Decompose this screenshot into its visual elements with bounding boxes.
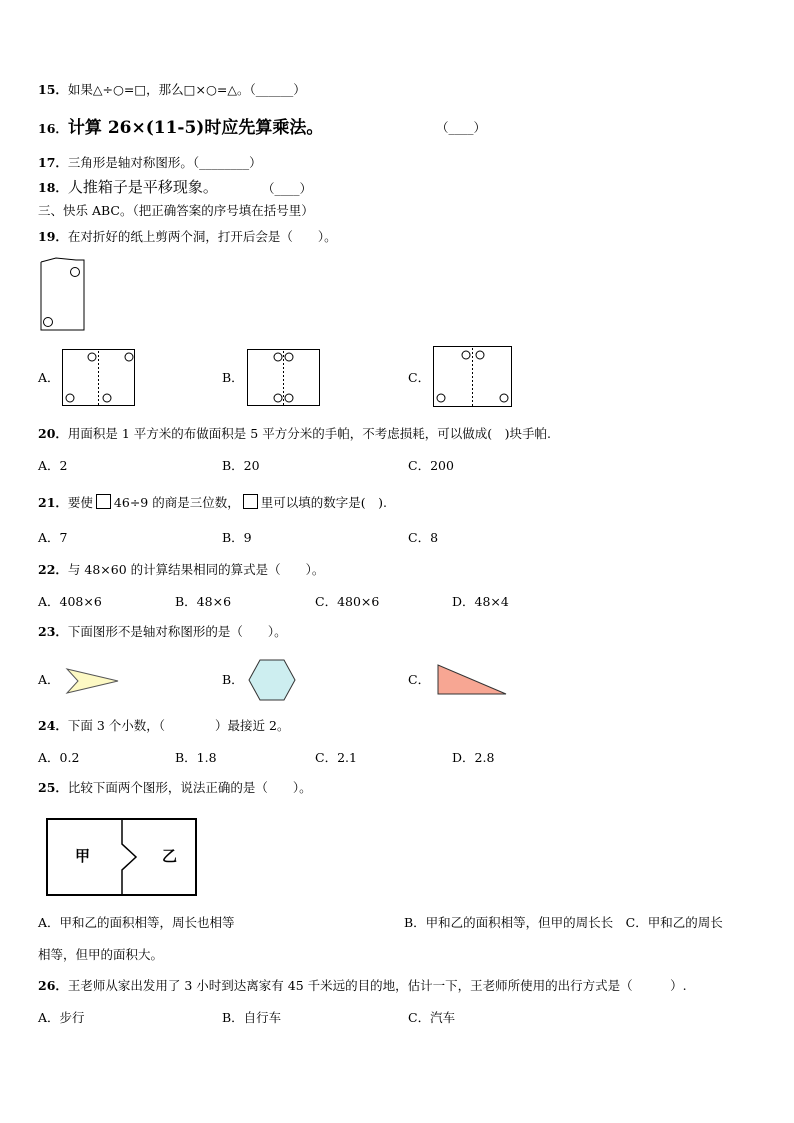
section-heading: 三、快乐 ABC。（把正确答案的序号填在括号里） [38,203,314,218]
option-a[interactable]: A． [38,672,60,687]
question-number: 22． [38,562,68,577]
option-c[interactable]: C．480×6 [315,594,380,609]
question-15 [38,82,306,98]
question-number: 24． [38,718,68,733]
question-23 [38,624,287,640]
option-a[interactable]: A．7 [38,530,68,545]
question-16 [38,118,323,138]
question-26 [38,978,687,994]
right-triangle-figure [437,664,509,696]
question-text: 王老师从家出发用了 3 小时到达离家有 45 千米远的目的地，估计一下，王老师所使用的出行方式是（ ）. [67,978,687,993]
option-c-figure [433,346,513,408]
question-18 [38,179,218,196]
option-c[interactable]: C．8 [408,530,439,545]
question-text-post: 里可以填的数字是( ). [260,495,387,510]
question-17 [38,155,262,171]
question-number: 17． [38,155,68,170]
question-24 [38,718,289,734]
option-a-figure [62,349,136,407]
question-25 [38,780,312,796]
question-number: 18． [38,180,68,195]
label-jia: 甲 [75,847,91,865]
option-b[interactable]: B．20 [222,458,260,473]
option-a[interactable]: A．0.2 [38,750,80,765]
question-text: 人推箱子是平移现象。 [67,178,218,196]
question-22 [38,562,324,578]
option-a[interactable]: A．甲和乙的面积相等，周长也相等 [38,915,235,930]
question-number: 23． [38,624,68,639]
question-text: 计算 26×(11-5)时应先算乘法。 [67,118,324,138]
option-c[interactable]: C．200 [408,458,454,473]
question-number: 19． [38,229,68,244]
question-number: 26． [38,978,68,993]
question-number: 25． [38,780,68,795]
question-text-pre: 要使 [67,495,93,510]
question-text-mid: 46÷9 的商是三位数， [113,495,240,510]
answer-blank: （____） [436,120,487,135]
question-21 [38,494,387,511]
option-a[interactable]: A．步行 [38,1010,85,1025]
question-text: 用面积是 1 平方米的布做面积是 5 平方分米的手帕，不考虑损耗，可以做成( )块手帕. [67,426,551,441]
question-text: 与 48×60 的计算结果相同的算式是（ ）。 [67,562,325,577]
option-c[interactable]: C．2.1 [315,750,357,765]
option-b[interactable]: B． [222,370,244,385]
option-a[interactable]: A． [38,370,60,385]
question-text: 下面图形不是轴对称图形的是（ ）。 [67,624,287,639]
question-19 [38,229,337,245]
folded-paper-figure [38,256,88,332]
option-a[interactable]: A．2 [38,458,68,473]
option-b[interactable]: B． [222,672,244,687]
arrow-shape-figure [66,667,122,695]
option-c[interactable]: C． [408,672,431,687]
question-text: 在对折好的纸上剪两个洞，打开后会是（ ）。 [67,229,337,244]
option-b[interactable]: B．9 [222,530,252,545]
option-b[interactable]: B．自行车 [222,1010,282,1025]
question-number: 20． [38,426,68,441]
option-d[interactable]: D．48×4 [452,594,509,609]
option-b-figure [247,349,321,407]
option-c[interactable]: C． [408,370,431,385]
question-text: 下面 3 个小数，（ ）最接近 2。 [67,718,290,733]
question-text: 三角形是轴对称图形。（________） [67,155,262,170]
question-text: 如果△÷○=□，那么□×○=△。（______） [67,82,306,97]
blank-box [96,494,111,509]
option-b-c[interactable]: B．甲和乙的面积相等，但甲的周长长 C．甲和乙的周长 [404,915,723,930]
option-d[interactable]: D．2.8 [452,750,495,765]
question-text: 比较下面两个图形，说法正确的是（ ）。 [67,780,312,795]
option-c-continued: 相等，但甲的面积大。 [38,947,164,962]
question-number: 16． [38,121,68,136]
option-a[interactable]: A．408×6 [38,594,102,609]
answer-blank: （____） [262,181,313,196]
question-20 [38,426,551,442]
option-b[interactable]: B．48×6 [175,594,232,609]
hexagon-figure [248,659,296,701]
option-c[interactable]: C．汽车 [408,1010,456,1025]
option-b[interactable]: B．1.8 [175,750,217,765]
label-yi: 乙 [162,847,178,865]
question-number: 15． [38,82,68,97]
question-number: 21． [38,495,68,510]
blank-box [243,494,258,509]
